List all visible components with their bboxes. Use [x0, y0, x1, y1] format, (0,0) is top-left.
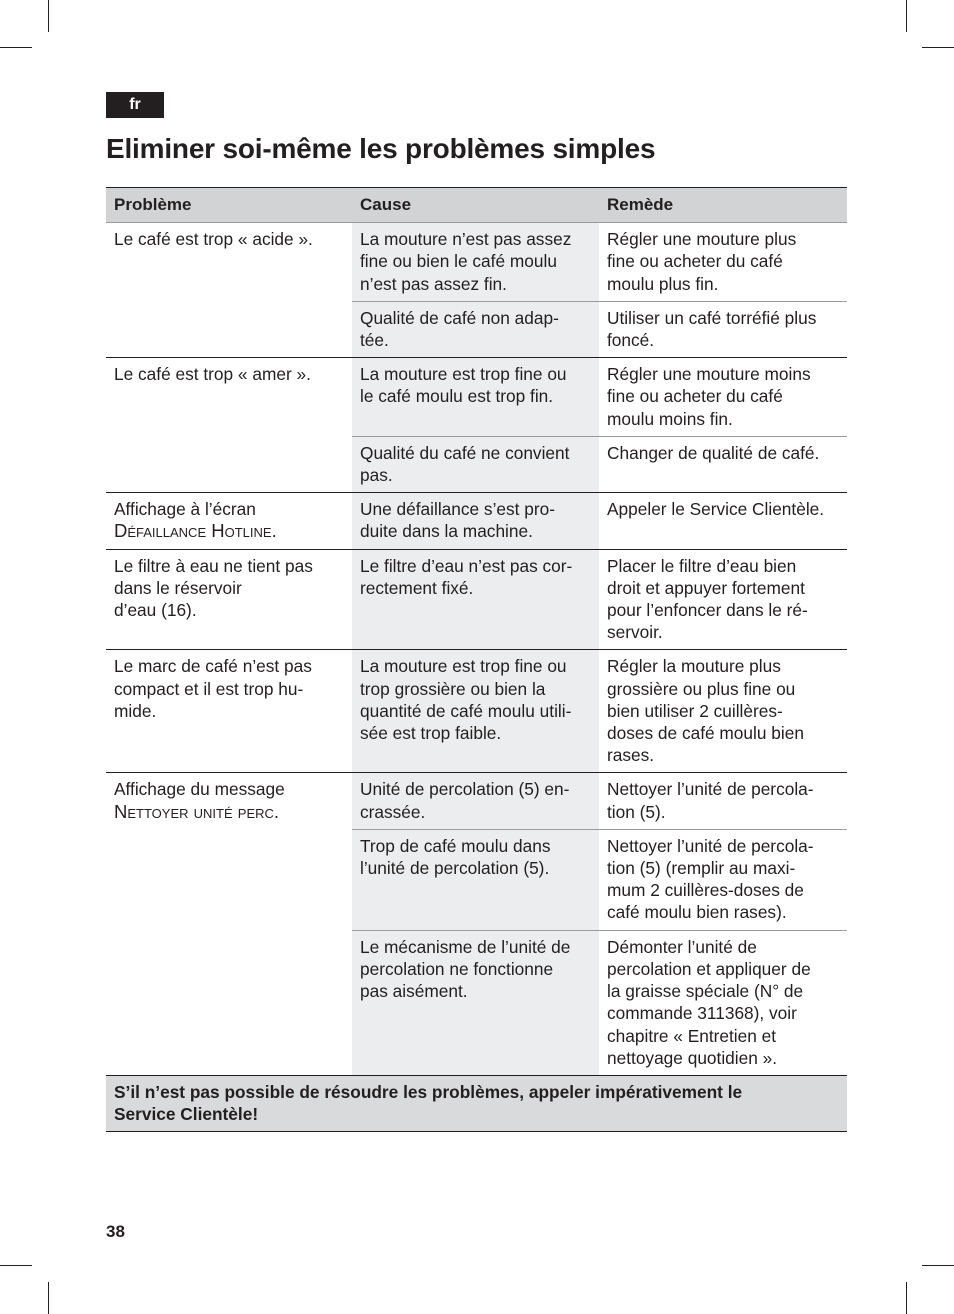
remedy-line: fine ou acheter du café: [607, 386, 783, 407]
cause-cell: [352, 773, 599, 829]
cause-cell: [352, 650, 599, 773]
cause-line: Le mécanisme de l’unité de: [360, 936, 571, 957]
cause-line: Unité de percolation (5) en-: [360, 779, 570, 800]
problem-line: mide.: [114, 700, 157, 721]
cause-line: La mouture est trop fine ou: [360, 364, 567, 385]
remedy-line: nettoyage quotidien ».: [607, 1047, 778, 1068]
table-header-row: [106, 188, 847, 223]
remedy-cell: [599, 358, 847, 437]
remedy-line: Régler la mouture plus: [607, 656, 781, 677]
remedy-cell: [599, 493, 847, 549]
remedy-line: mum 2 cuillères-doses de: [607, 880, 804, 901]
remedy-line: Régler une mouture plus: [607, 229, 797, 250]
remedy-cell: [599, 650, 847, 773]
remedy-line: moulu moins fin.: [607, 408, 733, 429]
problem-line: Le café est trop « acide ».: [114, 229, 313, 250]
remedy-line: chapitre « Entretien et: [607, 1025, 777, 1046]
header-problem: Problème: [106, 188, 352, 223]
problem-line: dans le réservoir: [114, 577, 242, 598]
footer-line: Service Clientèle!: [114, 1104, 259, 1125]
remedy-line: commande 311368), voir: [607, 1003, 797, 1024]
problem-cell: [106, 358, 352, 493]
remedy-cell: [599, 930, 847, 1075]
cause-line: quantité de café moulu utili-: [360, 700, 572, 721]
cause-line: La mouture est trop fine ou: [360, 656, 567, 677]
cause-line: le café moulu est trop fin.: [360, 386, 554, 407]
table-row: [106, 650, 847, 773]
remedy-line: tion (5) (remplir au maxi-: [607, 858, 796, 879]
remedy-line: moulu plus fin.: [607, 273, 719, 294]
crop-mark: [0, 1265, 32, 1266]
remedy-line: percolation et appliquer de: [607, 958, 811, 979]
problem-cell: [106, 773, 352, 1075]
remedy-line: doses de café moulu bien: [607, 723, 804, 744]
remedy-line: bien utiliser 2 cuillères-: [607, 700, 783, 721]
header-cause: Cause: [352, 188, 599, 223]
table-row: [106, 358, 847, 437]
remedy-line: Appeler le Service Clientèle.: [607, 499, 825, 520]
cause-cell: [352, 301, 599, 357]
remedy-line: rases.: [607, 745, 655, 766]
crop-mark: [922, 47, 954, 48]
remedy-line: Placer le filtre d’eau bien: [607, 555, 797, 576]
remedy-line: tion (5).: [607, 801, 666, 822]
cause-line: crassée.: [360, 801, 426, 822]
remedy-cell: [599, 301, 847, 357]
remedy-line: Démonter l’unité de: [607, 936, 757, 957]
table-row: [106, 223, 847, 302]
display-message: Nettoyer unité perc.: [114, 800, 280, 822]
troubleshooting-table: [106, 187, 847, 1132]
remedy-line: Utiliser un café torréfié plus: [607, 307, 817, 328]
cause-line: fine ou bien le café moulu: [360, 251, 557, 272]
remedy-cell: [599, 223, 847, 302]
remedy-line: Régler une mouture moins: [607, 364, 811, 385]
crop-mark: [0, 47, 32, 48]
cause-line: l’unité de percolation (5).: [360, 858, 550, 879]
remedy-cell: [599, 549, 847, 650]
crop-mark: [906, 0, 907, 32]
problem-line: Le marc de café n’est pas: [114, 656, 312, 677]
cause-line: pas aisément.: [360, 981, 468, 1002]
crop-mark: [48, 0, 49, 32]
cause-line: pas.: [360, 465, 393, 486]
cause-cell: [352, 930, 599, 1075]
remedy-line: pour l’enfoncer dans le ré-: [607, 600, 808, 621]
problem-line: Le café est trop « amer ».: [114, 364, 311, 385]
cause-line: duite dans la machine.: [360, 521, 533, 542]
remedy-cell: [599, 436, 847, 492]
remedy-cell: [599, 829, 847, 930]
remedy-line: servoir.: [607, 622, 663, 643]
remedy-line: la graisse spéciale (N° de: [607, 981, 804, 1002]
cause-line: percolation ne fonctionne: [360, 958, 554, 979]
cause-line: Une défaillance s’est pro-: [360, 499, 555, 520]
cause-line: La mouture n’est pas assez: [360, 229, 572, 250]
problem-cell: [106, 223, 352, 358]
cause-line: Trop de café moulu dans: [360, 835, 551, 856]
page-number: 38: [106, 1222, 125, 1241]
display-message: Défaillance Hotline.: [114, 520, 277, 542]
crop-mark: [922, 1265, 954, 1266]
cause-line: trop grossière ou bien la: [360, 678, 546, 699]
cause-cell: [352, 436, 599, 492]
cause-line: sée est trop faible.: [360, 723, 502, 744]
cause-line: tée.: [360, 330, 389, 351]
problem-cell: [106, 650, 352, 773]
cause-cell: [352, 829, 599, 930]
footer-line: S’il n’est pas possible de résoudre les problèmes, appeler impérativement le: [114, 1081, 743, 1102]
remedy-line: foncé.: [607, 330, 655, 351]
footer-note: [106, 1075, 847, 1131]
remedy-line: Nettoyer l’unité de percola-: [607, 779, 814, 800]
remedy-cell: [599, 773, 847, 829]
remedy-line: café moulu bien rases).: [607, 902, 787, 923]
page-title: Eliminer soi-même les problèmes simples: [106, 133, 656, 164]
crop-mark: [48, 1282, 49, 1314]
problem-line: compact et il est trop hu-: [114, 678, 304, 699]
table-row: [106, 773, 847, 829]
problem-cell: [106, 493, 352, 549]
problem-line: Le filtre à eau ne tient pas: [114, 555, 313, 576]
troubleshooting-table-container: [106, 187, 847, 1132]
table-row: [106, 493, 847, 549]
remedy-line: droit et appuyer fortement: [607, 577, 805, 598]
cause-line: Le filtre d’eau n’est pas cor-: [360, 555, 573, 576]
table-body: [106, 223, 847, 1076]
problem-line: d’eau (16).: [114, 600, 197, 621]
cause-line: Qualité du café ne convient: [360, 442, 570, 463]
problem-line: Affichage du message: [114, 779, 285, 800]
cause-line: Qualité de café non adap-: [360, 307, 559, 328]
cause-cell: [352, 493, 599, 549]
language-badge: fr: [106, 92, 164, 118]
cause-line: n’est pas assez fin.: [360, 273, 507, 294]
table-footer-row: [106, 1075, 847, 1131]
crop-mark: [906, 1282, 907, 1314]
problem-line: Affichage à l’écran: [114, 499, 256, 520]
remedy-line: Nettoyer l’unité de percola-: [607, 835, 814, 856]
header-remedy: Remède: [599, 188, 847, 223]
remedy-line: grossière ou plus fine ou: [607, 678, 796, 699]
problem-cell: [106, 549, 352, 650]
table-row: [106, 549, 847, 650]
remedy-line: fine ou acheter du café: [607, 251, 783, 272]
cause-line: rectement fixé.: [360, 577, 474, 598]
remedy-line: Changer de qualité de café.: [607, 442, 820, 463]
cause-cell: [352, 358, 599, 437]
cause-cell: [352, 223, 599, 302]
cause-cell: [352, 549, 599, 650]
